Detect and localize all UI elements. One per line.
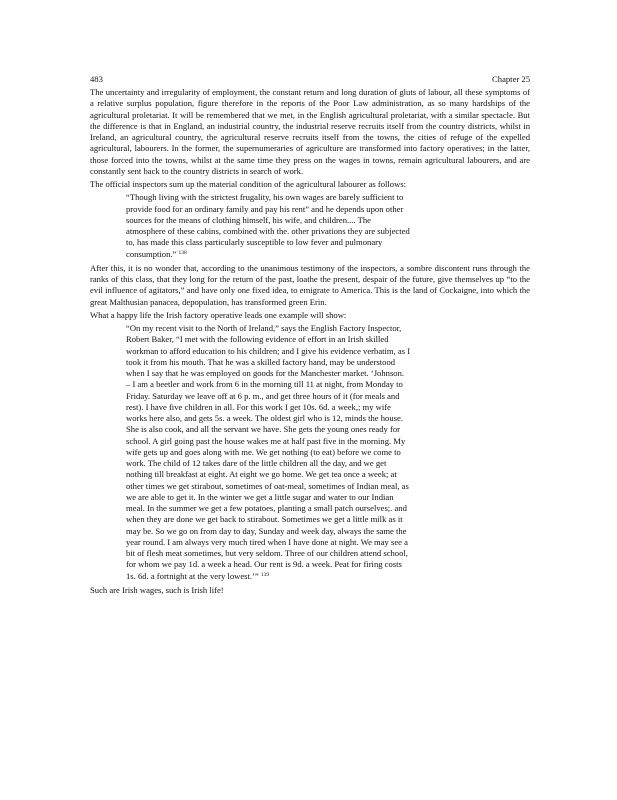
- quote-line: works here also, and gets 5s. a week. The oldest girl who is 12, minds the house.: [126, 413, 403, 423]
- quote-line: – I am a beetler and work from 6 in the morning till 11 at night, from Monday to: [126, 379, 403, 390]
- quote-line: sources for the means of clothing himself, his wife, and children.... The: [126, 214, 371, 225]
- chapter-title: Chapter 25: [492, 74, 530, 84]
- quote-line-last: [126, 249, 498, 260]
- quote-line: 1s. 6d. a fortnight at the very lowest.’”: [126, 570, 259, 581]
- quote-line: when I say that he was employed on goods for the Manchester market. ‘Johnson.: [126, 368, 405, 378]
- quote-line: for whom we pay 1d. a week a head. Our rent is 9d. a week. Peat for firing costs: [126, 559, 402, 570]
- quote-line: we are able to get it. In the winter we get a little sugar and water to our Indian: [126, 491, 394, 502]
- quote-line-last: [126, 571, 498, 582]
- quote-line: atmosphere of these cabins, combined with the. other privations they are subjected: [126, 226, 410, 236]
- quote-line: nothing till breakfast at eight. At eight we go home. We get tea once a week; at: [126, 469, 397, 480]
- quote-line: year round. I am always very much tired when I have done at night. We may see a: [126, 536, 408, 547]
- quote-line: work. The child of 12 takes dare of the little children all the day, and we get: [126, 458, 387, 468]
- quote-line: “Though living with the strictest frugality, his own wages are barely sufficient to: [126, 192, 404, 203]
- quote-line: took it from his mouth. That he was a skilled factory hand, may be understood: [126, 356, 396, 367]
- quote-line: may be. So we go on from day to day, Sunday and week day, always the same the: [126, 525, 407, 536]
- page-header: [90, 74, 530, 85]
- footnote-marker: 139: [260, 571, 270, 578]
- paragraph: The official inspectors sum up the material condition of the agricultural labourer as follows:: [90, 179, 407, 189]
- quote-line: meal. In the summer we get a few potatoes, planting a small patch ourselves;. and: [126, 503, 407, 513]
- quote-line: wife gets up and goes along with me. We get nothing (to eat) before we come to: [126, 446, 401, 457]
- quote-line: school. A girl going past the house wakes me at half past five in the morning. My: [126, 435, 406, 446]
- quote-line: bit of flesh meat sometimes, but very seldom. Three of our children attend school,: [126, 548, 408, 558]
- quote-line: Robert Baker, “I met with the following evidence of effort in an Irish skilled: [126, 334, 389, 345]
- quote-line: other times we get stirabout, sometimes of oat-meal, sometimes of Indian meal, as: [126, 480, 409, 491]
- paragraph: What a happy life the Irish factory operative leads one example will show:: [90, 309, 347, 320]
- block-quote: [126, 323, 498, 582]
- quote-line: provide food for an ordinary family and pay his rent” and he depends upon other: [126, 203, 404, 214]
- block-quote: [126, 192, 498, 260]
- quote-line: rest). I have five children in all. For this work I get 10s. 6d. a week,; my wife: [126, 401, 391, 412]
- paragraph: Such are Irish wages, such is Irish life!: [90, 584, 224, 595]
- footnote-marker: 138: [178, 249, 187, 256]
- quote-line: She is also cook, and all the servant we have. She gets the young ones ready for: [126, 424, 400, 435]
- quote-line: workman to afford education to his children; and I give his evidence verbatim, as I: [126, 345, 411, 356]
- quote-line: consumption.”: [126, 248, 177, 259]
- paragraph: After this, it is no wonder that, according to the unanimous testimony of the inspectors, a sombre discontent runs through the ranks of this class, that they long for the return of the past, loathe the present, despair of the future, give themselves up “to the evil influence of agitators,” and have only one fixed idea, to emigrate to America. This is the land of Cockaigne, into which the great Malthusian panacea, depopulation, has transformed green Erin.: [90, 262, 530, 307]
- paragraph: The uncertainty and irregularity of employment, the constant return and long duration of gluts of labour, all these symptoms of a relative surplus population, figure therefore in the reports of the Poor Law administration, as so many hardships of the agricultural proletariat. It will be remembered that we met, in the English agricultural proletariat, with a similar spectacle. But the difference is that in England, an industrial country, the industrial reserve recruits itself from the country districts, whilst in Ireland, an agricultural country, the agricultural reserve recruits itself from the towns, the cities of refuge of the expelled agricultural, labourers. In the former, the supernumeraries of agriculture are transformed into factory operatives; in the latter, those forced into the towns, whilst at the same time they press on the wages in towns, remain agricultural labourers, and are constantly sent back to the country districts in search of work.: [90, 87, 530, 176]
- page: [90, 74, 530, 598]
- quote-line: Friday. Saturday we leave off at 6 p. m., and get three hours of it (for meals and: [126, 390, 400, 401]
- quote-line: “On my recent visit to the North of Ireland,” says the English Factory Inspector,: [126, 323, 402, 333]
- page-number: 483: [90, 74, 103, 84]
- quote-line: when they are done we get back to stirabout. Sometimes we get a little milk as it: [126, 514, 403, 525]
- quote-line: to, has made this class particularly susceptible to low fever and pulmonary: [126, 237, 383, 248]
